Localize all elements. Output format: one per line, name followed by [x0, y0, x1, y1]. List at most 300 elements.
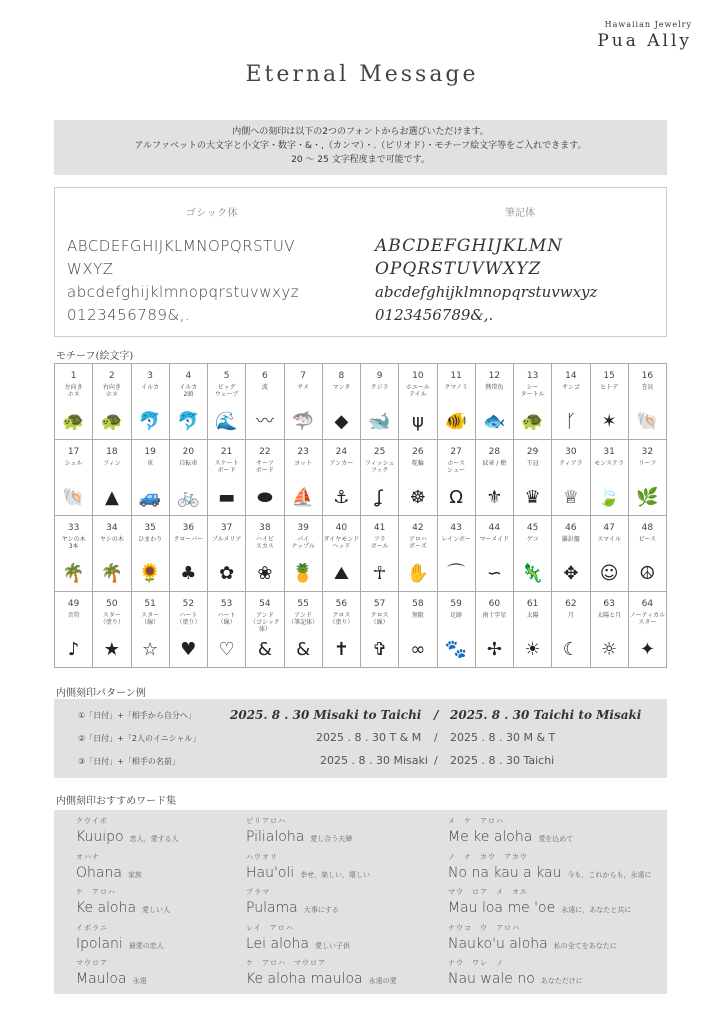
word-item [246, 923, 350, 952]
motif-number: 59 [450, 599, 462, 609]
motif-name: 月 [567, 612, 574, 619]
motif-name: 羅針盤 [561, 536, 580, 543]
motif-cell [629, 516, 667, 592]
word-reading: ナウコ ウ アロハ [448, 923, 520, 932]
motif-name: マーメイド [479, 536, 510, 543]
motif-name: 巻貝 [641, 384, 654, 391]
intro-box [54, 120, 667, 175]
motif-number: 38 [259, 523, 271, 533]
big-wave-icon: 🌊 [215, 411, 238, 432]
script-font-sample [375, 202, 665, 327]
palm-trees-icon: 🌴 [62, 563, 85, 584]
motif-cell [132, 364, 170, 440]
dolphins-icon: 🐬 [177, 411, 200, 432]
word-text: Me ke aloha [448, 829, 533, 845]
motif-cell [399, 440, 437, 516]
word-reading: ピリアロハ [246, 817, 286, 825]
motif-name: ヒトデ [600, 384, 619, 391]
motif-name: 足跡 [450, 612, 463, 619]
words-box [54, 810, 667, 994]
clownfish-icon: 🐠 [444, 411, 468, 432]
motif-cell [399, 364, 437, 440]
word-item [76, 816, 179, 845]
motif-cell [514, 364, 552, 440]
motif-cell [629, 364, 667, 440]
pattern-heading: 内側刻印パターン例 [56, 688, 146, 699]
motif-number: 39 [297, 523, 309, 533]
motif-number: 25 [373, 447, 386, 457]
motif-cell [514, 592, 552, 668]
motif-cell [246, 364, 284, 440]
motif-name: サメ [297, 384, 309, 391]
word-reading: ナウ ワレ ノ [448, 959, 504, 967]
infinity-icon: ∞ [410, 639, 426, 660]
motif-number: 34 [106, 523, 118, 533]
gothic-line: abcdefghijklmnopqrstuvwxyz [67, 283, 300, 301]
pattern-sep: / [434, 731, 438, 744]
motif-name: レインボー [441, 536, 471, 543]
script-line: OPQRSTUVWXYZ [375, 259, 542, 279]
motif-name: シェル [64, 460, 83, 467]
brand-tagline: Hawaiian Jewelry [604, 20, 692, 29]
word-reading: プラマ [246, 888, 270, 896]
pattern-sep: / [434, 754, 438, 767]
motif-cell [438, 364, 476, 440]
motif-number: 1 [70, 371, 77, 381]
motif-cell [208, 364, 246, 440]
word-reading: マウ ロア メ オエ [448, 888, 528, 896]
motif-number: 61 [526, 599, 539, 609]
motif-number: 20 [182, 447, 195, 457]
motif-name: 波 [261, 384, 268, 391]
motif-number: 58 [412, 599, 424, 609]
motif-name: クマノミ [444, 384, 469, 391]
motif-cell [552, 592, 590, 668]
motif-name: ティアラ [559, 460, 583, 467]
motif-name: クロス （塗り） [329, 612, 354, 626]
diamond-head-icon: ⛰ [333, 563, 349, 584]
motif-cell [246, 592, 284, 668]
motif-number: 50 [106, 599, 118, 609]
crown-icon: ♛ [524, 487, 541, 508]
motif-number: 29 [526, 447, 539, 457]
word-meaning: 今も，これからも，永遠に [567, 870, 652, 879]
plumeria-icon: ✿ [219, 563, 235, 584]
pattern-value: 2025 . 8 . 30 M & T [450, 731, 556, 744]
word-text: Mau loa me 'oe [448, 900, 556, 916]
word-text: Mauloa [76, 971, 127, 987]
motif-cell [55, 592, 93, 668]
motif-number: 35 [144, 523, 156, 533]
motif-cell [399, 516, 437, 592]
word-text: Pilialoha [246, 829, 305, 845]
conch-icon: 🐚 [636, 411, 659, 432]
word-text: Pulama [246, 900, 298, 916]
motif-cell [438, 592, 476, 668]
fin-icon: ▲ [104, 487, 119, 508]
pattern-value: 2025 . 8 . 30 Taichi [450, 754, 555, 767]
compass-icon: ✥ [563, 563, 579, 584]
motif-number: 49 [67, 599, 80, 609]
motif-number: 64 [641, 599, 654, 609]
word-text: Nauko'u aloha [448, 935, 548, 952]
heart-outline-icon: ♡ [218, 639, 235, 660]
southern-cross-icon: ✢ [486, 639, 502, 660]
motif-name: プルメリア [211, 536, 242, 543]
word-item [246, 887, 339, 916]
anchor-icon: ⚓ [333, 487, 350, 508]
word-item [246, 958, 397, 987]
motif-cell [591, 440, 629, 516]
motif-name: ホース シュー [447, 460, 466, 474]
motif-number: 46 [565, 523, 577, 533]
whale-tail-icon: ψ [411, 411, 424, 432]
word-meaning: 永遠の愛 [368, 977, 397, 985]
leaf-icon: 🌿 [636, 487, 659, 508]
motif-name: スター （塗り） [99, 612, 124, 626]
motif-number: 19 [144, 447, 156, 457]
motif-cell [629, 592, 667, 668]
motif-cell [629, 440, 667, 516]
hula-girl-icon: ☥ [372, 563, 387, 584]
motif-cell [132, 440, 170, 516]
gothic-line: 0123456789&,. [67, 306, 191, 324]
motif-cell [132, 592, 170, 668]
word-meaning: 永遠 [132, 977, 147, 985]
motif-cell [285, 516, 323, 592]
motif-name: 南十字星 [482, 612, 507, 619]
motif-name: サンゴ [562, 384, 580, 391]
star-filled-icon: ★ [103, 639, 120, 660]
motif-cell [361, 440, 399, 516]
brand-name: Pua Ally [597, 31, 692, 51]
motif-number: 45 [526, 523, 539, 533]
motif-name: 自転車 [179, 460, 198, 467]
palm-tree-icon: 🌴 [100, 563, 124, 584]
motif-cell [476, 364, 514, 440]
shaka-icon: ✋ [406, 563, 430, 584]
intro-line: 内側への刻印は以下の2つのフォントからお選びいただけます。 [232, 127, 489, 137]
motif-cell [323, 440, 361, 516]
word-meaning: 私の全てをあなたに [553, 941, 617, 950]
motif-number: 18 [106, 447, 118, 457]
pattern-sep: / [434, 708, 439, 722]
word-meaning: 幸せ，楽しい，嬉しい [300, 870, 370, 879]
motif-name: アロハ ポーズ [408, 536, 427, 550]
motif-name: ヤシの木 [99, 536, 124, 543]
motif-number: 44 [488, 523, 501, 533]
motif-number: 21 [220, 447, 233, 457]
word-meaning: あなただけに [540, 977, 583, 985]
word-meaning: 大事にする [303, 906, 339, 914]
heart-filled-icon: ♥ [180, 639, 197, 660]
motif-number: 33 [67, 523, 80, 533]
motif-name: イルカ 2頭 [179, 384, 198, 398]
word-text: Ohana [76, 864, 122, 881]
script-line: abcdefghijklmnopqrstuvwxyz [375, 283, 598, 301]
motif-number: 60 [488, 599, 501, 609]
intro-line: アルファベットの大文字と小文字・数字・&・,（カンマ）・.（ピリオド）・モチーフ絵文字等をご入れできます。 [134, 141, 587, 151]
motif-number: 32 [641, 447, 654, 457]
turtle-icon: 🐢 [100, 411, 124, 432]
wave-icon: 〰 [255, 411, 274, 432]
word-meaning: 恋人，愛する人 [129, 835, 179, 843]
motif-number: 27 [450, 447, 462, 457]
word-text: Ipolani [76, 935, 123, 952]
motif-number: 37 [220, 523, 233, 533]
motif-cell [208, 516, 246, 592]
motif-cell [285, 364, 323, 440]
motif-name: 舵輪 [411, 460, 424, 467]
motif-number: 24 [335, 447, 348, 457]
motif-cell [170, 516, 208, 592]
manta-icon: ◆ [334, 411, 349, 432]
motif-name: サーフ ボード [255, 460, 274, 474]
fish-hook-icon: ʆ [376, 487, 383, 508]
motif-cell [361, 364, 399, 440]
word-text: Hau'oli [246, 864, 295, 881]
motif-number: 55 [297, 599, 309, 609]
motif-number: 53 [220, 599, 233, 609]
word-text: Nau wale no [448, 971, 535, 987]
surfboard-icon: ⬬ [257, 487, 273, 508]
gecko-icon: 🦎 [521, 563, 544, 584]
paw-icon: 🐾 [444, 639, 468, 660]
word-text: Ke aloha [76, 900, 137, 916]
motif-number: 42 [412, 523, 424, 533]
motif-number: 30 [565, 447, 577, 457]
mermaid-icon: ∽ [486, 563, 502, 584]
motif-cell [514, 440, 552, 516]
peace-icon: ☮ [639, 563, 656, 584]
pattern-label: ①「日付」+「相手から自分へ」 [78, 711, 196, 720]
word-item [448, 852, 652, 881]
word-item [448, 887, 631, 916]
word-meaning: 家族 [127, 870, 142, 879]
motif-name: スター （線） [141, 612, 160, 626]
motif-number: 2 [109, 371, 115, 381]
motif-number: 52 [182, 599, 195, 609]
motif-cell [246, 440, 284, 516]
motif-number: 14 [565, 371, 577, 381]
gothic-font-sample [67, 202, 357, 327]
motif-name: ノーティカル スター [629, 612, 666, 626]
motif-number: 51 [144, 599, 156, 609]
motif-cell [132, 516, 170, 592]
sea-turtle-icon: 🐢 [521, 411, 544, 432]
motif-cell [591, 364, 629, 440]
motif-name: スマイル [597, 536, 621, 543]
word-item [76, 887, 170, 916]
dolphin-icon: 🐬 [138, 411, 162, 432]
moon-icon: ☾ [562, 639, 579, 660]
motif-cell [323, 516, 361, 592]
pattern-value: 2025. 8 . 30 Taichi to Misaki [450, 708, 642, 722]
hibiscus-icon: ❀ [257, 563, 273, 584]
fleur-de-lis-icon: ⚜ [486, 487, 503, 508]
motif-name: アンド （ゴシック体） [249, 612, 280, 633]
starfish-icon: ✶ [601, 411, 617, 432]
motif-name: 太陽と月 [597, 612, 622, 619]
motif-number: 9 [376, 371, 383, 381]
word-item [246, 852, 370, 881]
word-reading: ケ アロハ マウロア [246, 959, 326, 967]
motif-name: ゲコ [526, 536, 539, 543]
motif-grid [54, 363, 667, 668]
motif-cell [438, 516, 476, 592]
tiara-icon: ♕ [562, 487, 579, 508]
word-item [246, 816, 352, 845]
word-reading: メ ケ アロハ [448, 817, 504, 825]
cross-filled-icon: ✝ [333, 639, 349, 660]
motif-number: 54 [259, 599, 271, 609]
motif-cell [323, 364, 361, 440]
horseshoe-icon: Ω [449, 487, 463, 508]
motif-name: 無限 [411, 612, 424, 619]
cross-outline-icon: ✞ [372, 639, 388, 660]
motif-name: リーフ [638, 460, 657, 467]
motif-number: 6 [262, 371, 268, 381]
motif-number: 26 [412, 447, 424, 457]
motif-cell [93, 516, 131, 592]
word-item [448, 816, 573, 845]
pattern-value: 2025 . 8 . 30 T & M [316, 731, 422, 744]
motif-name: アンド （筆記体） [288, 612, 319, 626]
pattern-value: 2025 . 8 . 30 Misaki [320, 754, 428, 767]
word-text: Kuuipo [76, 829, 124, 845]
motif-number: 63 [603, 599, 615, 609]
word-text: Lei aloha [246, 935, 309, 952]
bicycle-icon: 🚲 [177, 487, 200, 508]
word-reading: クウイポ [76, 817, 108, 825]
motif-name: モンステラ [594, 460, 624, 467]
motif-name: フラ ガール [370, 536, 389, 550]
ampersand-gothic-icon: & [257, 639, 272, 660]
ampersand-script-icon: & [296, 639, 311, 660]
motif-number: 22 [259, 447, 271, 457]
motif-name: 王冠 [526, 460, 539, 467]
motif-name: ヤシの木 3本 [61, 536, 86, 550]
sun-moon-icon: ☼ [601, 639, 618, 660]
motif-cell [552, 440, 590, 516]
word-reading: ケ アロハ [76, 888, 116, 896]
motif-cell [591, 516, 629, 592]
motif-cell [361, 592, 399, 668]
sun-icon: ☀ [524, 639, 541, 660]
motif-number: 62 [565, 599, 577, 609]
pattern-value: 2025. 8 . 30 Misaki to Taichi [230, 708, 422, 722]
motif-name: 熱帯魚 [485, 384, 504, 391]
motif-name: 車 [147, 460, 154, 467]
turtle-icon: 🐢 [62, 411, 85, 432]
word-reading: マウロア [76, 959, 108, 967]
motif-cell [170, 440, 208, 516]
motif-cell [285, 592, 323, 668]
motif-cell [93, 592, 131, 668]
motif-number: 8 [338, 371, 345, 381]
motif-name: ピース [638, 536, 657, 543]
pattern-label: ③「日付」+「相手の名前」 [78, 757, 180, 766]
brand-logo [597, 20, 692, 51]
motif-name: クローバー [173, 536, 204, 543]
motif-name: シー タートル [520, 384, 545, 398]
motif-cell [93, 364, 131, 440]
motif-cell [361, 516, 399, 592]
star-outline-icon: ☆ [142, 639, 159, 660]
motif-cell [438, 440, 476, 516]
motif-number: 48 [641, 523, 654, 533]
word-meaning: 最愛の恋人 [128, 941, 164, 950]
pattern-box [54, 699, 667, 778]
motif-cell [591, 592, 629, 668]
word-reading: オハナ [76, 852, 100, 861]
word-meaning: 愛を込めて [538, 835, 574, 843]
monstera-icon: 🍃 [597, 487, 621, 508]
motif-name: クロス （線） [370, 612, 389, 626]
motif-name: フィッシュ フック [364, 460, 395, 474]
motif-cell [55, 440, 93, 516]
tropical-fish-icon: 🐟 [483, 411, 506, 432]
car-icon: 🚙 [138, 487, 162, 508]
motif-number: 17 [67, 447, 80, 457]
helm-icon: ☸ [409, 487, 426, 508]
motif-cell [323, 592, 361, 668]
motif-cell [399, 592, 437, 668]
motif-number: 15 [603, 371, 615, 381]
motif-name: 音符 [67, 612, 80, 619]
motif-number: 12 [488, 371, 501, 381]
motif-name: マンタ [332, 384, 351, 391]
word-reading: レイ アロハ [246, 923, 294, 932]
gothic-line: WXYZ [67, 260, 114, 278]
motif-number: 10 [412, 371, 424, 381]
pineapple-icon: 🍍 [291, 563, 315, 584]
motif-cell [170, 592, 208, 668]
motif-cell [514, 516, 552, 592]
motif-number: 3 [147, 371, 153, 381]
word-item [448, 923, 617, 952]
motif-cell [476, 440, 514, 516]
motif-name: パイ ナップル [291, 536, 315, 550]
word-item [448, 958, 583, 987]
motif-name: 太陽 [526, 612, 539, 619]
motif-name: ビッグ ウェーブ [214, 384, 239, 398]
gothic-label: ゴシック体 [185, 208, 239, 219]
motif-name: イルカ [141, 384, 160, 391]
motif-cell [476, 516, 514, 592]
word-meaning: 愛し合う夫婦 [310, 835, 353, 843]
motif-number: 56 [335, 599, 348, 609]
word-reading: イポラニ [76, 923, 108, 932]
motif-number: 11 [450, 371, 462, 381]
motif-number: 5 [223, 371, 230, 381]
script-label: 筆記体 [505, 208, 535, 219]
word-item [76, 958, 147, 987]
nautical-star-icon: ✦ [639, 639, 655, 660]
shark-icon: 🦈 [291, 411, 315, 432]
word-text: No na kau a kau [448, 864, 562, 881]
motif-name: スケート ボード [214, 460, 239, 474]
word-meaning: 愛しい人 [142, 906, 171, 914]
skateboard-icon: ▬ [218, 487, 236, 508]
smile-icon: ☺ [599, 563, 619, 584]
motif-number: 57 [373, 599, 386, 609]
motif-name: 紋章 / 槍 [482, 460, 507, 467]
motif-number: 31 [603, 447, 615, 457]
clover-icon: ♣ [180, 563, 197, 584]
pattern-label: ②「日付」+「2人のイニシャル」 [78, 734, 201, 743]
script-line: ABCDEFGHIJKLMN [375, 236, 564, 256]
